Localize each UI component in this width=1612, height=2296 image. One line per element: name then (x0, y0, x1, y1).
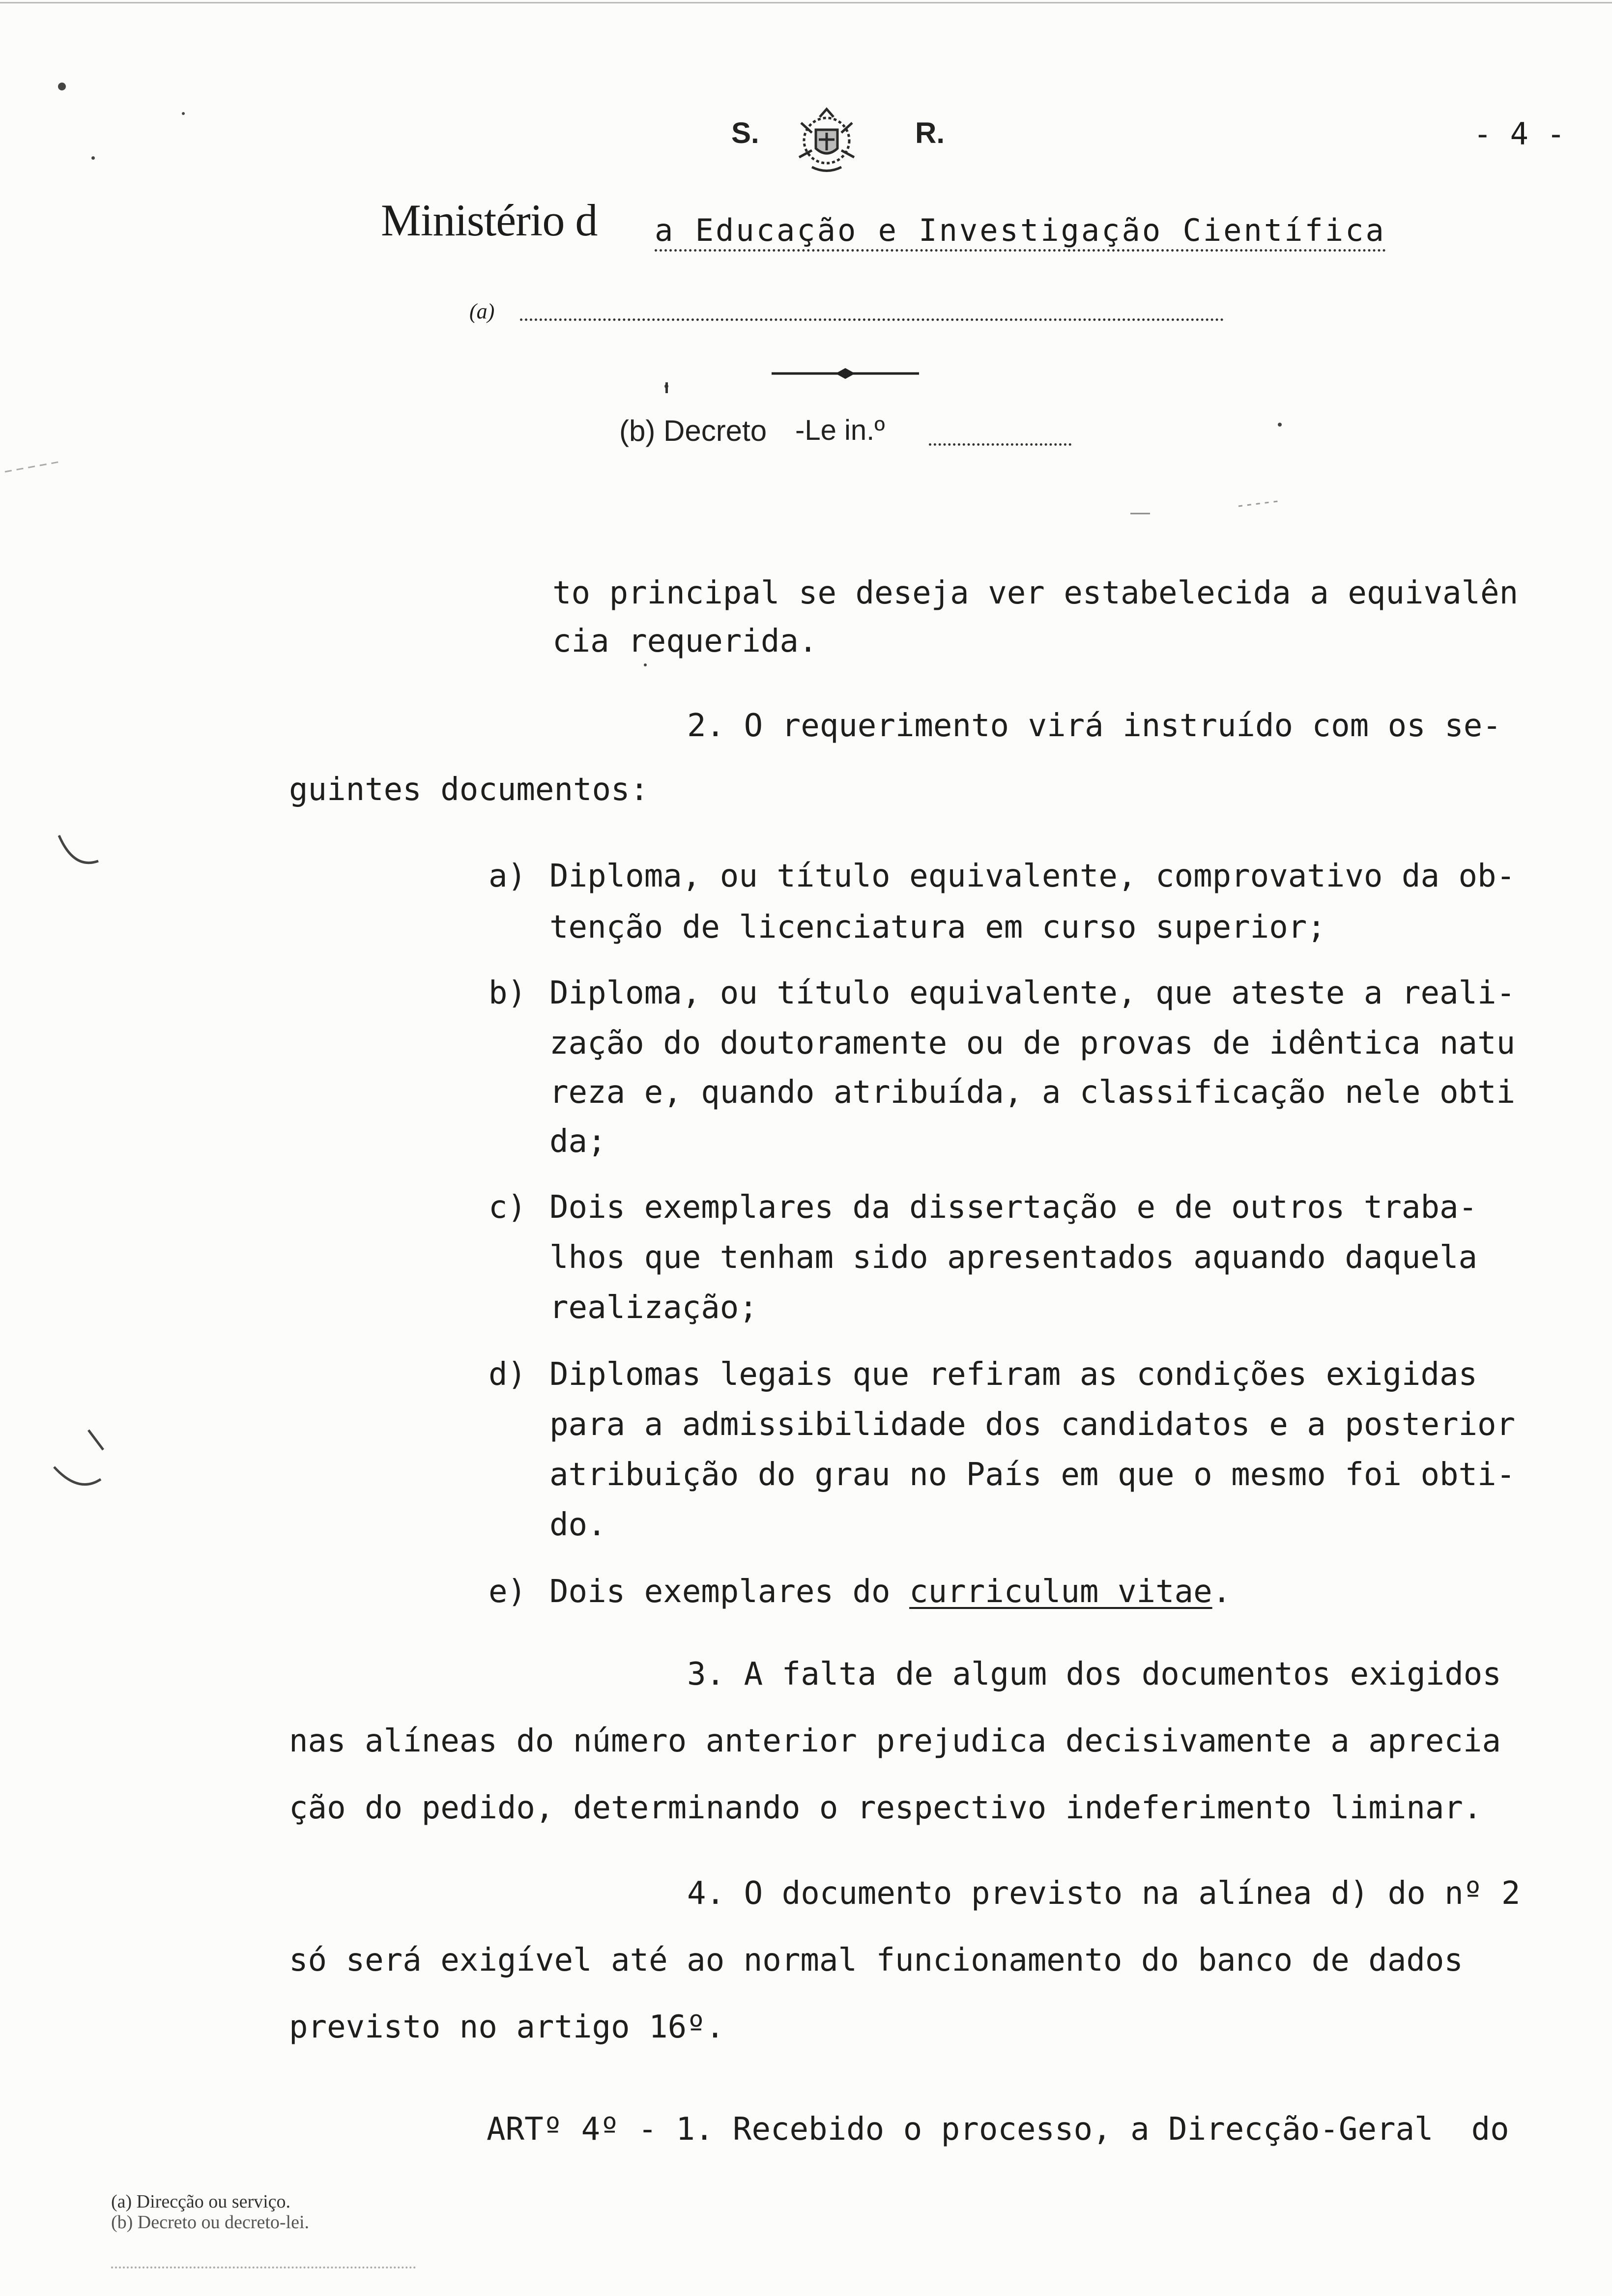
para2-line2: guintes documentos: (289, 772, 649, 808)
field-a-label: (a) (469, 299, 495, 323)
field-b-line (929, 443, 1071, 446)
republic-right: R. (915, 116, 945, 149)
item-d-line4: do. (549, 1507, 606, 1543)
para3-line3: ção do pedido, determinando o respectivo indeferimento liminar. (289, 1790, 1482, 1826)
item-b-line4: da; (549, 1123, 606, 1160)
item-e-suffix: . (1212, 1574, 1232, 1610)
para4-line1: 4. O documento previsto na alínea d) do nº 2 (687, 1875, 1521, 1912)
item-e-line (549, 1574, 1231, 1610)
item-d-line3: atribuição do grau no País em que o mesmo foi obti- (549, 1457, 1516, 1493)
page-number: - 4 - (1473, 116, 1565, 152)
item-a-marker: a) (489, 858, 527, 894)
para2-line1: 2. O requerimento virá instruído com os se- (687, 708, 1501, 744)
item-e-marker: e) (489, 1574, 527, 1610)
para3-line2: nas alíneas do número anterior prejudica decisivamente a aprecia (289, 1723, 1501, 1759)
item-c-line1: Dois exemplares da dissertação e de outros traba- (549, 1189, 1478, 1226)
footnote-a: (a) Direcção ou serviço. (111, 2191, 291, 2212)
curriculum-vitae-term: curriculum vitae (909, 1574, 1212, 1610)
item-a-line1: Diploma, ou título equivalente, comprovativo da ob- (549, 858, 1516, 894)
para3-line1: 3. A falta de algum dos documentos exigidos (687, 1656, 1501, 1693)
item-c-marker: c) (489, 1189, 527, 1226)
republic-left: S. (731, 116, 759, 149)
article-4-line: ARTº 4º - 1. Recebido o processo, a Direcção-Geral do (487, 2111, 1509, 2148)
item-c-line2: lhos que tenham sido apresentados aquando daquela (549, 1239, 1478, 1276)
footnote-b: (b) Decreto ou decreto-lei. (111, 2212, 310, 2233)
para4-line3: previsto no artigo 16º. (289, 2009, 725, 2045)
item-e-prefix: Dois exemplares do (549, 1574, 910, 1610)
para1-line1: to principal se deseja ver estabelecida a equivalên (552, 575, 1519, 611)
item-b-line1: Diploma, ou título equivalente, que ateste a reali- (549, 975, 1516, 1011)
item-d-marker: d) (489, 1356, 527, 1393)
ministry-prefix: Ministério d (381, 195, 598, 245)
para4-line2: só será exigível até ao normal funcionamento do banco de dados (289, 1942, 1463, 1979)
field-b-suffix: -Le in.º (795, 414, 885, 446)
item-b-marker: b) (489, 975, 527, 1011)
ministry-name: a Educação e Investigação Científica (655, 212, 1386, 252)
ornament-rule (772, 366, 919, 381)
item-d-line2: para a admissibilidade dos candidatos e a posterior (549, 1406, 1516, 1443)
item-b-line3: reza e, quando atribuída, a classificação nele obti (549, 1074, 1516, 1111)
item-c-line3: realização; (549, 1290, 758, 1326)
para1-line2: cia requerida. (552, 623, 818, 660)
coat-of-arms-icon (792, 103, 861, 174)
item-d-line1: Diplomas legais que refiram as condições exigidas (549, 1356, 1478, 1393)
field-b-label: (b) Decreto (619, 414, 767, 447)
item-a-line2: tenção de licenciatura em curso superior; (549, 909, 1326, 946)
ornament-tick (665, 382, 668, 393)
printer-mark (111, 2267, 416, 2268)
item-b-line2: zação do doutoramente ou de provas de idêntica natu (549, 1025, 1516, 1062)
field-a-line (520, 318, 1224, 321)
